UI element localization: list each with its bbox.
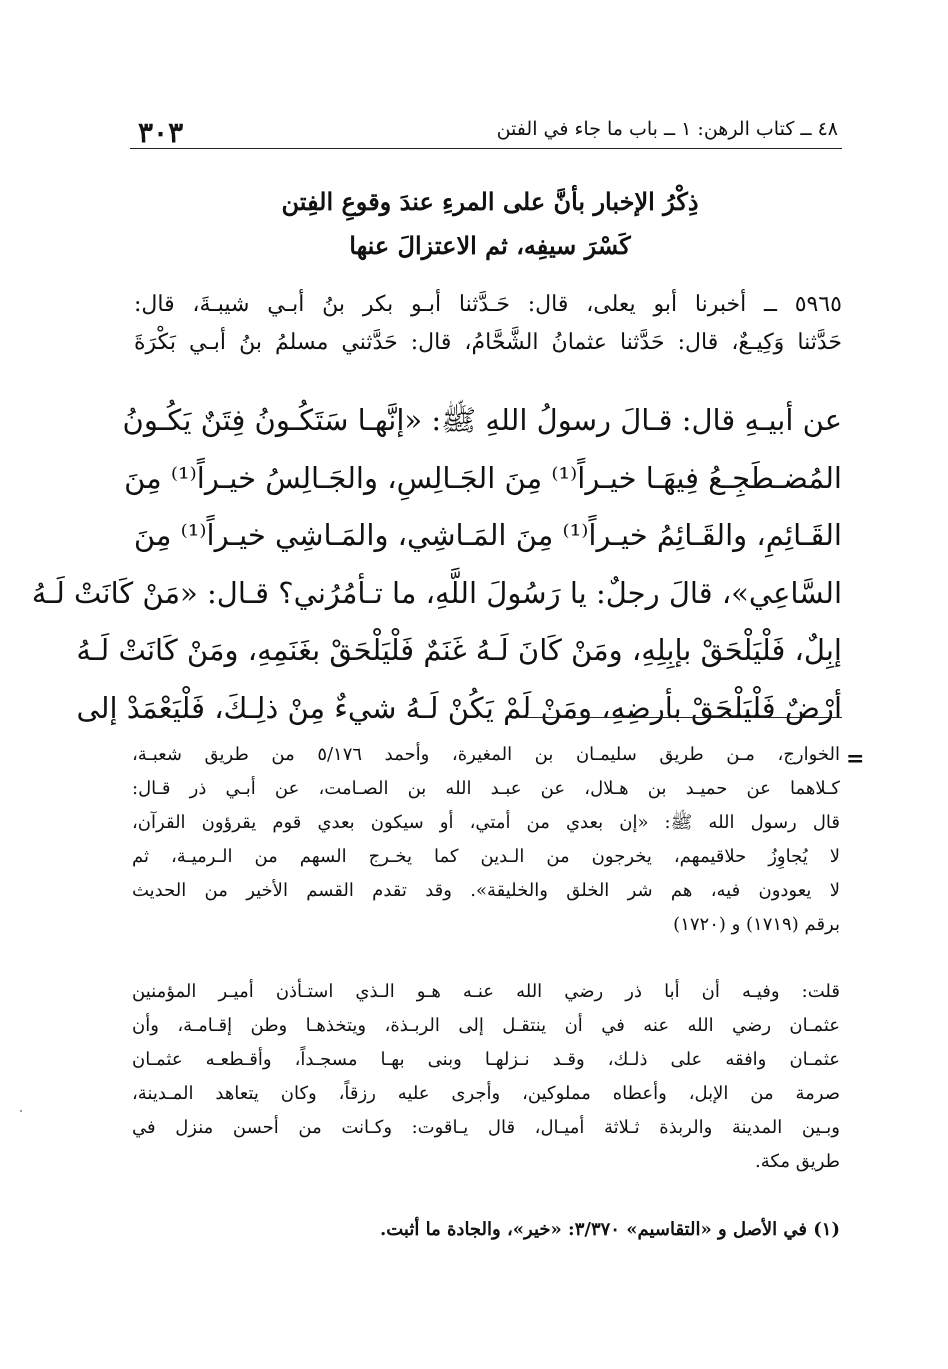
page-number: ٣٠٣	[138, 116, 184, 149]
section-heading	[140, 180, 840, 268]
footnote-line: قلت: وفيـه أن أبا ذر رضي الله عنـه هـو الـذي استـأذن أميـر المؤمنين	[132, 981, 840, 1002]
matn-line: المُضـطَجِـعُ فِيهَـا خيـراً⁽¹⁾ مِنَ الجَـالِسِ، والجَـالِسُ خيـراً⁽¹⁾ مِنَ	[124, 460, 842, 495]
isnad-line: ٥٩٦٥ ــ أخبرنا أبو يعلى، قال: حَـدَّثنا أبـو بكر بنُ أبـي شيبـةَ، قال:	[134, 292, 842, 317]
footnote-line: عثمـان رضي الله عنه في أن ينتقـل إلى الربـذة، ويتخذهـا وطن إقـامـة، وأن	[132, 1015, 840, 1036]
matn-line: السَّاعِي»، قالَ رجلٌ: يا رَسُولَ اللَّهِ، ما تـأمُرُني؟ قـال: «مَنْ كَانَتْ لَـهُ	[31, 575, 842, 610]
heading-line-1: ذِكْرُ الإخبار بأنَّ على المرءِ عندَ وقوعِ الفِتن	[281, 187, 699, 216]
matn-line: القَـائِمِ، والقَـائِمُ خيـراً⁽¹⁾ مِنَ المَـاشِي، والمَـاشِي خيـراً⁽¹⁾ مِنَ	[133, 518, 842, 552]
footnote-line: لا يعودون فيه، هم شر الخلق والخليقة». وقد تقدم القسم الأخير من الحديث	[132, 880, 840, 901]
footnote-continued-paragraph	[132, 738, 840, 942]
footnote-continuation-mark: =	[846, 746, 865, 772]
footnote-line: صرمة من الإبل، وأعطاه مملوكين، وأجرى عليه رزقاً، وكان يتعاهد المـدينة،	[132, 1083, 840, 1104]
footnote-line: قال رسول الله ﷺ: «إن بعدي من أمتي، أو سيكون بعدي قوم يقرؤون القرآن،	[132, 812, 840, 833]
matn-line: عن أبيـهِ قال: قـالَ رسولُ اللهِ ﷺ: «إنَّهـا سَتَكُـونُ فِتَنٌ يَكُـونُ	[122, 403, 842, 437]
running-header	[130, 112, 842, 149]
hadith-matn	[31, 392, 842, 737]
scan-speck	[20, 1110, 22, 1112]
footnote-line: الخوارج، مـن طريق سليمـان بن المغيرة، وأحمد ٥/١٧٦ من طريق شعبـة،	[132, 744, 840, 765]
footnote-line: (١) في الأصل و «التقاسيم» ٣/٣٧٠: «خير»، والجادة ما أثبت.	[379, 1219, 840, 1240]
footnote-line: لا يُجاوِزُ حلاقيمهم، يخرجون من الـدين كما يخـرج السهم من الـرميـة، ثم	[132, 846, 840, 867]
matn-line: أرْضٌ فَلْيَلْحَقْ بأرضِهِ، ومَنْ لَمْ يَكُنْ لَـهُ شيءٌ مِنْ ذلِـكَ، فَلْيَعْمَدْ إلى	[76, 690, 842, 725]
heading-line-2: كَسْرَ سيفِه، ثم الاعتزالَ عنها	[349, 231, 631, 260]
footnote-line: برقم (١٧١٩) و (١٧٢٠)	[673, 914, 840, 935]
footnote-line: طريق مكة.	[755, 1151, 840, 1172]
footnote-line: كـلاهما عن حميـد بن هـلال، عن عبـد الله بن الصـامت، عن أبـي ذر قـال:	[132, 778, 840, 799]
footnote-divider	[520, 717, 842, 718]
chapter-title: ٤٨ ــ كتاب الرهن: ١ ــ باب ما جاء في الفتن	[496, 118, 838, 140]
footnote-comment-paragraph	[132, 975, 840, 1179]
isnad-line: حَدَّثنا وَكِيـعٌ، قال: حَدَّثنا عثمانُ الشَّحَّامُ، قال: حَدَّثني مسلمُ بنُ أبـي بَكْرَةَ	[134, 330, 842, 355]
footnote-1	[132, 1213, 840, 1247]
hadith-isnad	[134, 286, 842, 362]
matn-line: إبِلٌ، فَلْيَلْحَقْ بإبِلِهِ، ومَنْ كَانَ لَـهُ غَنَمٌ فَلْيَلْحَقْ بغَنَمِهِ، ومَنْ كَانَتْ لَـهُ	[76, 633, 842, 667]
footnote-line: وبـين المدينة والربذة ثـلاثة أميـال، قال يـاقوت: وكـانت من أحسن منزل في	[132, 1117, 840, 1138]
footnote-line: عثمـان وافقه على ذلـك، وقـد نـزلهـا وبنى بهـا مسجـداً، وأقـطعـه عثمـان	[132, 1049, 840, 1070]
